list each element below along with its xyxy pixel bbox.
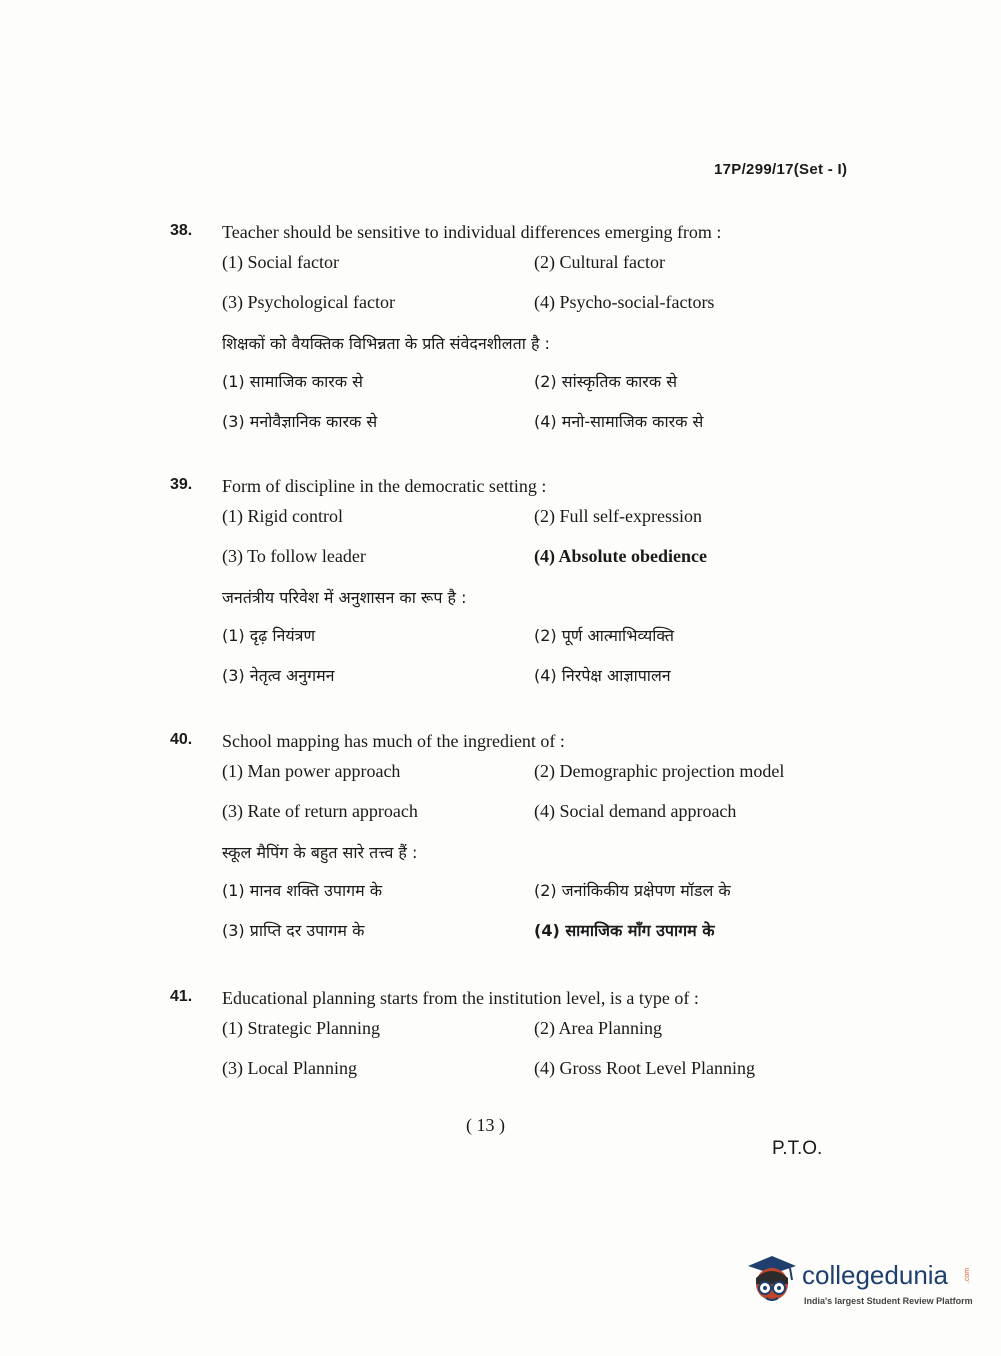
question-number: 38. bbox=[170, 222, 193, 239]
option-2: (2) Area Planning bbox=[534, 1018, 662, 1038]
hindi-option-4: (4) मनो-सामाजिक कारक से bbox=[534, 412, 704, 431]
option-3: (3) Rate of return approach bbox=[222, 801, 418, 821]
hindi-option-2: (2) सांस्कृतिक कारक से bbox=[534, 372, 678, 391]
hindi-question-text: स्कूल मैपिंग के बहुत सारे तत्त्व हैं : bbox=[222, 843, 418, 862]
hindi-option-2: (2) जनांकिकीय प्रक्षेपण मॉडल के bbox=[534, 881, 731, 900]
hindi-question-text: जनतंत्रीय परिवेश में अनुशासन का रूप है : bbox=[222, 588, 467, 607]
page-number: ( 13 ) bbox=[466, 1115, 505, 1135]
option-1: (1) Strategic Planning bbox=[222, 1018, 380, 1038]
brand-suffix: .com bbox=[964, 1267, 972, 1284]
hindi-option-1: (1) दृढ़ नियंत्रण bbox=[222, 626, 316, 645]
hindi-option-2: (2) पूर्ण आत्माभिव्यक्ति bbox=[534, 626, 675, 645]
brand-tagline: India's largest Student Review Platform bbox=[804, 1296, 973, 1306]
question-number: 41. bbox=[170, 988, 193, 1005]
brand-name: collegedunia bbox=[802, 1260, 949, 1290]
question-39 bbox=[170, 476, 820, 704]
question-text: Form of discipline in the democratic setting : bbox=[222, 476, 547, 496]
hindi-option-3: (3) नेतृत्व अनुगमन bbox=[222, 666, 335, 685]
option-1: (1) Man power approach bbox=[222, 761, 401, 781]
hindi-option-3: (3) मनोवैज्ञानिक कारक से bbox=[222, 412, 378, 431]
option-2: (2) Cultural factor bbox=[534, 252, 665, 272]
paper-code: 17P/299/17(Set - I) bbox=[714, 161, 848, 178]
mascot-icon bbox=[742, 1250, 802, 1312]
option-2: (2) Full self-expression bbox=[534, 506, 702, 526]
question-number: 39. bbox=[170, 476, 193, 493]
question-number: 40. bbox=[170, 731, 193, 748]
hindi-option-1: (1) सामाजिक कारक से bbox=[222, 372, 363, 391]
hindi-option-4: (4) सामाजिक माँग उपागम के bbox=[534, 921, 715, 940]
question-text: Teacher should be sensitive to individual differences emerging from : bbox=[222, 222, 722, 242]
hindi-option-4: (4) निरपेक्ष आज्ञापालन bbox=[534, 666, 671, 685]
hindi-question-text: शिक्षकों को वैयक्तिक विभिन्नता के प्रति संवेदनशीलता है : bbox=[222, 334, 550, 353]
question-text: Educational planning starts from the institution level, is a type of : bbox=[222, 988, 699, 1008]
question-41 bbox=[170, 988, 820, 1098]
pto-label: P.T.O. bbox=[772, 1138, 823, 1159]
option-2: (2) Demographic projection model bbox=[534, 761, 785, 781]
question-text: School mapping has much of the ingredient of : bbox=[222, 731, 565, 751]
hindi-option-3: (3) प्राप्ति दर उपागम के bbox=[222, 921, 365, 940]
option-1: (1) Rigid control bbox=[222, 506, 343, 526]
option-4: (4) Absolute obedience bbox=[534, 546, 707, 566]
option-3: (3) To follow leader bbox=[222, 546, 366, 566]
hindi-option-1: (1) मानव शक्ति उपागम के bbox=[222, 881, 383, 900]
collegedunia-logo bbox=[742, 1250, 972, 1320]
option-3: (3) Local Planning bbox=[222, 1058, 357, 1078]
question-38 bbox=[170, 222, 820, 450]
option-3: (3) Psychological factor bbox=[222, 292, 395, 312]
option-1: (1) Social factor bbox=[222, 252, 339, 272]
question-40 bbox=[170, 731, 820, 959]
option-4: (4) Psycho-social-factors bbox=[534, 292, 715, 312]
option-4: (4) Gross Root Level Planning bbox=[534, 1058, 755, 1078]
option-4: (4) Social demand approach bbox=[534, 801, 737, 821]
